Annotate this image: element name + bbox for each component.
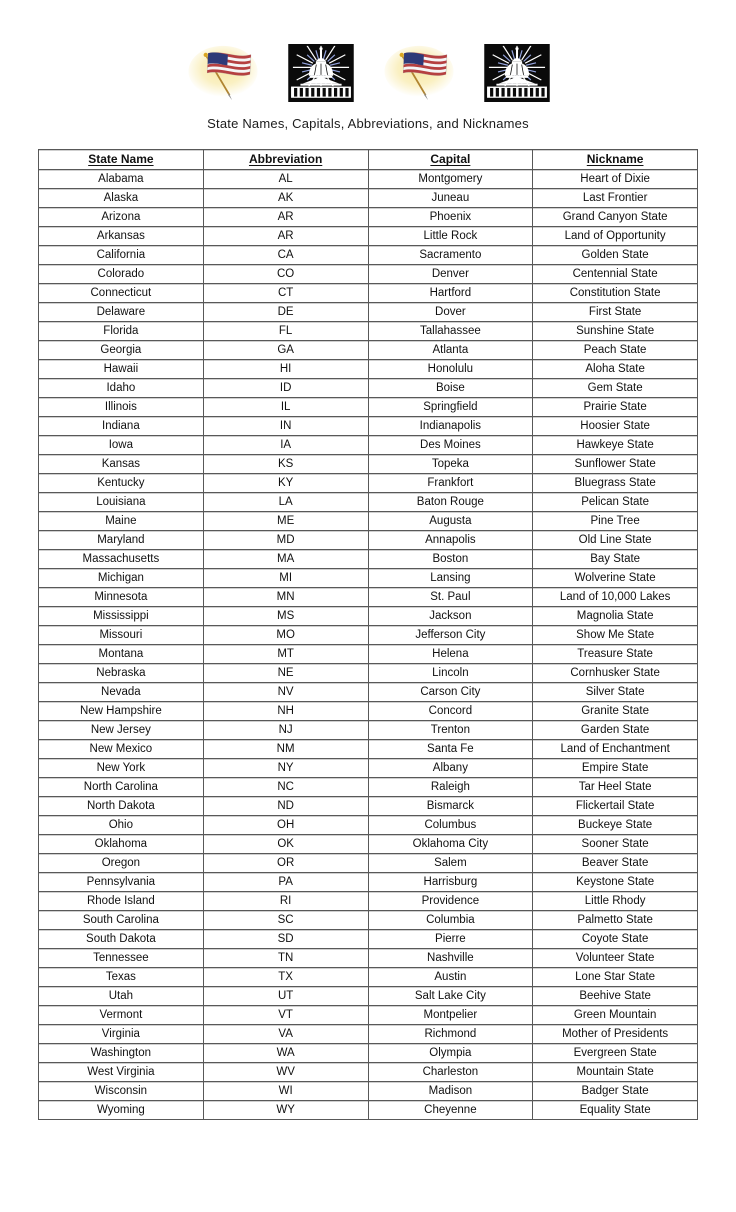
cell-state-name: New York <box>39 759 204 778</box>
table-row <box>39 683 698 702</box>
cell-nickname: Land of 10,000 Lakes <box>533 588 698 607</box>
cell-nickname: Grand Canyon State <box>533 208 698 227</box>
table-row <box>39 797 698 816</box>
cell-nickname: Constitution State <box>533 284 698 303</box>
table-row <box>39 417 698 436</box>
cell-state-name: Connecticut <box>39 284 204 303</box>
cell-capital: Sacramento <box>368 246 533 265</box>
cell-capital: Helena <box>368 645 533 664</box>
cell-capital: Oklahoma City <box>368 835 533 854</box>
cell-state-name: Iowa <box>39 436 204 455</box>
cell-abbreviation: MT <box>203 645 368 664</box>
cell-nickname: Prairie State <box>533 398 698 417</box>
cell-abbreviation: SC <box>203 911 368 930</box>
cell-nickname: Hoosier State <box>533 417 698 436</box>
cell-capital: Columbia <box>368 911 533 930</box>
cell-abbreviation: FL <box>203 322 368 341</box>
cell-nickname: Golden State <box>533 246 698 265</box>
cell-state-name: Indiana <box>39 417 204 436</box>
cell-capital: Salt Lake City <box>368 987 533 1006</box>
cell-abbreviation: UT <box>203 987 368 1006</box>
cell-state-name: South Carolina <box>39 911 204 930</box>
cell-abbreviation: IL <box>203 398 368 417</box>
table-row <box>39 721 698 740</box>
cell-state-name: New Jersey <box>39 721 204 740</box>
cell-state-name: Minnesota <box>39 588 204 607</box>
table-row <box>39 702 698 721</box>
cell-capital: Concord <box>368 702 533 721</box>
column-header-capital: Capital <box>368 150 533 170</box>
cell-abbreviation: WV <box>203 1063 368 1082</box>
table-row <box>39 189 698 208</box>
cell-state-name: North Dakota <box>39 797 204 816</box>
cell-state-name: Virginia <box>39 1025 204 1044</box>
cell-nickname: Beehive State <box>533 987 698 1006</box>
column-header-abbreviation: Abbreviation <box>203 150 368 170</box>
table-row <box>39 664 698 683</box>
header-graphics <box>0 0 736 102</box>
table-row <box>39 645 698 664</box>
cell-capital: Austin <box>368 968 533 987</box>
cell-state-name: Nevada <box>39 683 204 702</box>
cell-capital: Richmond <box>368 1025 533 1044</box>
cell-abbreviation: NM <box>203 740 368 759</box>
cell-nickname: Pelican State <box>533 493 698 512</box>
cell-capital: Juneau <box>368 189 533 208</box>
cell-capital: Little Rock <box>368 227 533 246</box>
cell-abbreviation: WI <box>203 1082 368 1101</box>
cell-nickname: Cornhusker State <box>533 664 698 683</box>
cell-state-name: Wisconsin <box>39 1082 204 1101</box>
cell-state-name: Florida <box>39 322 204 341</box>
cell-nickname: Bay State <box>533 550 698 569</box>
cell-state-name: Alabama <box>39 170 204 189</box>
table-row <box>39 474 698 493</box>
cell-capital: Lansing <box>368 569 533 588</box>
table-row <box>39 987 698 1006</box>
cell-capital: Boise <box>368 379 533 398</box>
cell-capital: Jefferson City <box>368 626 533 645</box>
table-row <box>39 835 698 854</box>
table-row <box>39 778 698 797</box>
cell-capital: Hartford <box>368 284 533 303</box>
cell-abbreviation: PA <box>203 873 368 892</box>
table-row <box>39 1006 698 1025</box>
cell-abbreviation: OR <box>203 854 368 873</box>
cell-capital: Frankfort <box>368 474 533 493</box>
cell-capital: Cheyenne <box>368 1101 533 1120</box>
cell-abbreviation: ID <box>203 379 368 398</box>
cell-nickname: Buckeye State <box>533 816 698 835</box>
cell-nickname: Pine Tree <box>533 512 698 531</box>
cell-abbreviation: KY <box>203 474 368 493</box>
cell-capital: Jackson <box>368 607 533 626</box>
cell-state-name: Montana <box>39 645 204 664</box>
cell-nickname: Centennial State <box>533 265 698 284</box>
table-row <box>39 493 698 512</box>
cell-capital: Boston <box>368 550 533 569</box>
cell-state-name: Vermont <box>39 1006 204 1025</box>
cell-state-name: Mississippi <box>39 607 204 626</box>
cell-capital: Tallahassee <box>368 322 533 341</box>
cell-state-name: Kansas <box>39 455 204 474</box>
cell-nickname: Badger State <box>533 1082 698 1101</box>
table-row <box>39 1044 698 1063</box>
header-row <box>39 150 698 170</box>
cell-abbreviation: AK <box>203 189 368 208</box>
table-row <box>39 740 698 759</box>
cell-capital: Denver <box>368 265 533 284</box>
cell-abbreviation: MA <box>203 550 368 569</box>
table-row <box>39 911 698 930</box>
cell-state-name: Maine <box>39 512 204 531</box>
table-row <box>39 455 698 474</box>
cell-state-name: Rhode Island <box>39 892 204 911</box>
cell-abbreviation: OK <box>203 835 368 854</box>
cell-abbreviation: CT <box>203 284 368 303</box>
cell-state-name: Illinois <box>39 398 204 417</box>
cell-state-name: Washington <box>39 1044 204 1063</box>
table-row <box>39 436 698 455</box>
table-row <box>39 227 698 246</box>
cell-abbreviation: MS <box>203 607 368 626</box>
table-row <box>39 1025 698 1044</box>
cell-nickname: Palmetto State <box>533 911 698 930</box>
capitol-building-icon <box>484 44 550 102</box>
cell-nickname: Mountain State <box>533 1063 698 1082</box>
cell-abbreviation: AR <box>203 208 368 227</box>
cell-abbreviation: VA <box>203 1025 368 1044</box>
cell-capital: Providence <box>368 892 533 911</box>
cell-nickname: Sunshine State <box>533 322 698 341</box>
cell-abbreviation: VT <box>203 1006 368 1025</box>
cell-state-name: South Dakota <box>39 930 204 949</box>
cell-state-name: Maryland <box>39 531 204 550</box>
cell-capital: Phoenix <box>368 208 533 227</box>
table-row <box>39 512 698 531</box>
table-row <box>39 968 698 987</box>
cell-capital: Montgomery <box>368 170 533 189</box>
cell-abbreviation: RI <box>203 892 368 911</box>
cell-nickname: Coyote State <box>533 930 698 949</box>
cell-state-name: Ohio <box>39 816 204 835</box>
cell-nickname: Silver State <box>533 683 698 702</box>
us-flag-icon <box>382 44 456 102</box>
cell-nickname: Flickertail State <box>533 797 698 816</box>
cell-capital: Albany <box>368 759 533 778</box>
cell-state-name: New Mexico <box>39 740 204 759</box>
cell-nickname: Sunflower State <box>533 455 698 474</box>
cell-capital: Trenton <box>368 721 533 740</box>
cell-capital: Carson City <box>368 683 533 702</box>
cell-abbreviation: TN <box>203 949 368 968</box>
table-row <box>39 873 698 892</box>
cell-abbreviation: NC <box>203 778 368 797</box>
cell-state-name: Kentucky <box>39 474 204 493</box>
cell-capital: Madison <box>368 1082 533 1101</box>
cell-nickname: Bluegrass State <box>533 474 698 493</box>
cell-nickname: Sooner State <box>533 835 698 854</box>
cell-state-name: Nebraska <box>39 664 204 683</box>
cell-nickname: Equality State <box>533 1101 698 1120</box>
cell-state-name: Texas <box>39 968 204 987</box>
cell-nickname: Gem State <box>533 379 698 398</box>
cell-capital: Montpelier <box>368 1006 533 1025</box>
cell-abbreviation: MD <box>203 531 368 550</box>
cell-state-name: West Virginia <box>39 1063 204 1082</box>
cell-abbreviation: MO <box>203 626 368 645</box>
table-row <box>39 284 698 303</box>
cell-nickname: Evergreen State <box>533 1044 698 1063</box>
cell-capital: Raleigh <box>368 778 533 797</box>
cell-nickname: Old Line State <box>533 531 698 550</box>
table-row <box>39 626 698 645</box>
cell-nickname: Treasure State <box>533 645 698 664</box>
table-row <box>39 170 698 189</box>
cell-nickname: Aloha State <box>533 360 698 379</box>
cell-abbreviation: NY <box>203 759 368 778</box>
cell-abbreviation: NE <box>203 664 368 683</box>
cell-state-name: Arkansas <box>39 227 204 246</box>
cell-nickname: Mother of Presidents <box>533 1025 698 1044</box>
cell-nickname: Granite State <box>533 702 698 721</box>
cell-nickname: Hawkeye State <box>533 436 698 455</box>
table-row <box>39 360 698 379</box>
table-row <box>39 949 698 968</box>
cell-capital: Baton Rouge <box>368 493 533 512</box>
cell-state-name: California <box>39 246 204 265</box>
table-row <box>39 265 698 284</box>
cell-nickname: Garden State <box>533 721 698 740</box>
table-row <box>39 303 698 322</box>
cell-capital: Pierre <box>368 930 533 949</box>
states-table-body <box>39 170 698 1120</box>
cell-nickname: Green Mountain <box>533 1006 698 1025</box>
table-row <box>39 550 698 569</box>
cell-state-name: New Hampshire <box>39 702 204 721</box>
cell-nickname: Land of Enchantment <box>533 740 698 759</box>
cell-abbreviation: WY <box>203 1101 368 1120</box>
cell-nickname: Empire State <box>533 759 698 778</box>
table-row <box>39 246 698 265</box>
cell-nickname: Last Frontier <box>533 189 698 208</box>
cell-state-name: Idaho <box>39 379 204 398</box>
cell-abbreviation: MN <box>203 588 368 607</box>
table-row <box>39 607 698 626</box>
cell-capital: Springfield <box>368 398 533 417</box>
cell-capital: Atlanta <box>368 341 533 360</box>
cell-capital: Harrisburg <box>368 873 533 892</box>
cell-abbreviation: IN <box>203 417 368 436</box>
cell-abbreviation: ME <box>203 512 368 531</box>
cell-abbreviation: OH <box>203 816 368 835</box>
table-row <box>39 1063 698 1082</box>
cell-state-name: Tennessee <box>39 949 204 968</box>
cell-state-name: Pennsylvania <box>39 873 204 892</box>
cell-state-name: Oklahoma <box>39 835 204 854</box>
cell-capital: Des Moines <box>368 436 533 455</box>
cell-capital: Santa Fe <box>368 740 533 759</box>
cell-nickname: Lone Star State <box>533 968 698 987</box>
cell-capital: Olympia <box>368 1044 533 1063</box>
cell-state-name: Wyoming <box>39 1101 204 1120</box>
table-row <box>39 892 698 911</box>
cell-capital: Augusta <box>368 512 533 531</box>
table-row <box>39 208 698 227</box>
cell-capital: Charleston <box>368 1063 533 1082</box>
cell-nickname: Volunteer State <box>533 949 698 968</box>
cell-abbreviation: ND <box>203 797 368 816</box>
states-table <box>38 149 698 1120</box>
table-row <box>39 588 698 607</box>
cell-nickname: Tar Heel State <box>533 778 698 797</box>
cell-abbreviation: NV <box>203 683 368 702</box>
cell-state-name: Michigan <box>39 569 204 588</box>
page-title: State Names, Capitals, Abbreviations, and Nicknames <box>207 116 529 131</box>
cell-abbreviation: CA <box>203 246 368 265</box>
cell-abbreviation: HI <box>203 360 368 379</box>
cell-abbreviation: IA <box>203 436 368 455</box>
cell-nickname: Keystone State <box>533 873 698 892</box>
cell-capital: Lincoln <box>368 664 533 683</box>
table-row <box>39 569 698 588</box>
table-row <box>39 531 698 550</box>
cell-abbreviation: SD <box>203 930 368 949</box>
table-row <box>39 379 698 398</box>
cell-state-name: Massachusetts <box>39 550 204 569</box>
cell-capital: Salem <box>368 854 533 873</box>
cell-capital: Topeka <box>368 455 533 474</box>
cell-nickname: Show Me State <box>533 626 698 645</box>
cell-nickname: Heart of Dixie <box>533 170 698 189</box>
cell-state-name: Delaware <box>39 303 204 322</box>
cell-abbreviation: AL <box>203 170 368 189</box>
cell-abbreviation: DE <box>203 303 368 322</box>
cell-nickname: Wolverine State <box>533 569 698 588</box>
cell-state-name: North Carolina <box>39 778 204 797</box>
column-header-nickname: Nickname <box>533 150 698 170</box>
table-row <box>39 341 698 360</box>
cell-nickname: Peach State <box>533 341 698 360</box>
cell-abbreviation: NH <box>203 702 368 721</box>
cell-capital: Bismarck <box>368 797 533 816</box>
cell-abbreviation: NJ <box>203 721 368 740</box>
table-row <box>39 1082 698 1101</box>
cell-abbreviation: AR <box>203 227 368 246</box>
cell-state-name: Georgia <box>39 341 204 360</box>
cell-abbreviation: GA <box>203 341 368 360</box>
capitol-building-icon <box>288 44 354 102</box>
table-row <box>39 1101 698 1120</box>
cell-capital: Honolulu <box>368 360 533 379</box>
cell-capital: Annapolis <box>368 531 533 550</box>
cell-capital: Columbus <box>368 816 533 835</box>
cell-state-name: Colorado <box>39 265 204 284</box>
cell-abbreviation: CO <box>203 265 368 284</box>
table-row <box>39 759 698 778</box>
us-flag-icon <box>186 44 260 102</box>
cell-capital: Indianapolis <box>368 417 533 436</box>
cell-nickname: Little Rhody <box>533 892 698 911</box>
cell-state-name: Utah <box>39 987 204 1006</box>
column-header-state-name: State Name <box>39 150 204 170</box>
table-row <box>39 816 698 835</box>
cell-abbreviation: WA <box>203 1044 368 1063</box>
cell-state-name: Alaska <box>39 189 204 208</box>
cell-capital: Dover <box>368 303 533 322</box>
table-row <box>39 854 698 873</box>
cell-state-name: Missouri <box>39 626 204 645</box>
cell-state-name: Hawaii <box>39 360 204 379</box>
cell-state-name: Louisiana <box>39 493 204 512</box>
cell-state-name: Arizona <box>39 208 204 227</box>
cell-capital: St. Paul <box>368 588 533 607</box>
cell-nickname: First State <box>533 303 698 322</box>
table-row <box>39 322 698 341</box>
cell-state-name: Oregon <box>39 854 204 873</box>
cell-abbreviation: LA <box>203 493 368 512</box>
cell-capital: Nashville <box>368 949 533 968</box>
cell-nickname: Magnolia State <box>533 607 698 626</box>
table-row <box>39 930 698 949</box>
cell-abbreviation: MI <box>203 569 368 588</box>
cell-nickname: Land of Opportunity <box>533 227 698 246</box>
cell-nickname: Beaver State <box>533 854 698 873</box>
cell-abbreviation: TX <box>203 968 368 987</box>
table-row <box>39 398 698 417</box>
cell-abbreviation: KS <box>203 455 368 474</box>
